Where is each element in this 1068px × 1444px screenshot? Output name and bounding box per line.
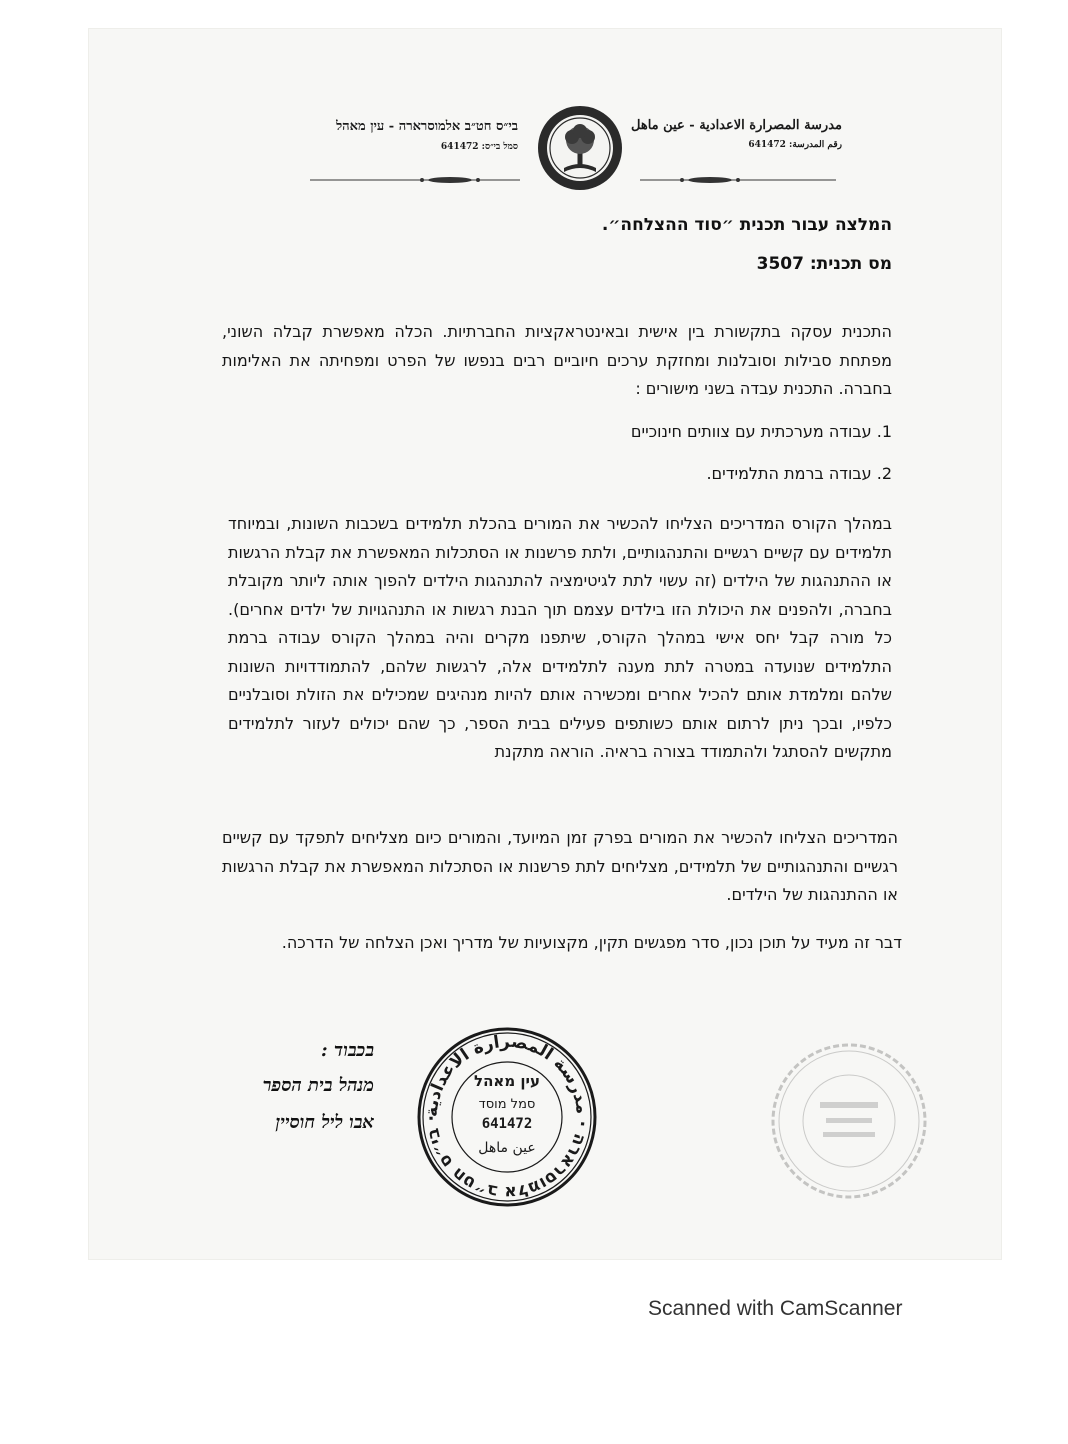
letterhead-divider-right — [640, 176, 836, 184]
stamp-line-4: عين ماهل — [478, 1140, 536, 1156]
document-title: המלצה עבור תכנית ״סוד ההצלחה״. — [601, 215, 892, 235]
faded-stamp-mark — [768, 1040, 930, 1202]
camscanner-watermark: Scanned with CamScanner — [648, 1297, 903, 1320]
list-item-2: 2. עבודה ברמת התלמידים. — [706, 464, 892, 483]
letterhead-arabic-code: رقم المدرسة: 641472 — [748, 140, 842, 150]
stamp-line-2: סמל מוסד — [478, 1097, 536, 1112]
program-number: מס תכנית: 3507 — [756, 254, 892, 274]
list-item-1: 1. עבודה מערכתית עם צוותים חינוכיים — [630, 422, 892, 441]
paragraph-intro: התכנית עסקה בתקשורת בין אישית ובאינטראקציות החברתיות. הכלה מאפשרת קבלה השוני, מפתחת סבילות וסובלנות ומחזקת ערכים חיוביים רבים בנפשו של הפרט ומפחיתה את האלימות בחברה. התכנית עבדה בשני מישורים : — [222, 322, 892, 398]
school-tree-emblem-icon — [536, 104, 624, 192]
letterhead-arabic — [631, 118, 842, 150]
signoff-role: מנהל בית הספר — [262, 1075, 374, 1096]
stamp-line-3: 641472 — [481, 1116, 533, 1132]
paragraph-conclusion: דבר זה מעיד על תוכן נכון, סדר מפגשים תקין, מקצועיות של מדריך ואכן הצלחה של הדרכה. — [281, 933, 902, 952]
paragraph-results: המדריכים הצליחו להכשיר את המורים בפרק זמן המיועד, והמורים כיום מצליחים לתפקד עם קשיים רגשיים והתנהגותיים של תלמידים, מצליחים לתת פרשנות או הסתכלות המאפשרת את קבלת הרגשות או ההתנהגות של הילדים. — [222, 828, 898, 904]
stamp-line-1: עין מאהל — [474, 1072, 540, 1090]
letterhead-divider-left — [310, 176, 520, 184]
school-stamp — [414, 1024, 600, 1210]
letterhead-hebrew-name: בי״ס חט״ב אלמוסרארה - עין מאהל — [336, 119, 518, 134]
letterhead-hebrew-code: סמל בי״ס: 641472 — [440, 142, 518, 152]
letterhead-hebrew — [306, 118, 518, 152]
paragraph-course: במהלך הקורס המדריכים הצליחו להכשיר את המורים בהכלת תלמידים בשכבות השונות, ובמיוחד תלמידים עם קשיים רגשיים והתנהגותיים, ולתת פרשנות או הסתכלות המאפשרת את קבלת הרגשות או ההתנהגות של הילדים (זה עשוי לתת לגיטימציה להתנהגות הילדים להפוך אותה ליותר מקובלת בחברה, ולהפנים את היכולת הזו בילדים עצמם תוך הבנת רגשות או התנהגויות של ילדים אחרים). כל מורה קבל יחס אישי במהלך הקורס, שיתפנו מקרים והיה במהלך הקורס עבודה ברמת התלמידים שנועדה במטרה לתת מענה לתלמידים אלה, לרגשות שלהם, להתמודדויות השונות שלהם ומלמדת אותם להכיל אחרים ומכשירה אותם להיות מנהיגים שמכילים את הזולת וסובלניים כלפיו, ובכך ניתן לרתום אותם כשותפים פעילים בבית הספר, כך שהם יכולים לעזור לתלמידים מתקשים להסתגל ולהתמודד בצורה בראיה. הוראה מתקנת — [228, 514, 892, 761]
signoff-name: אבו ליל חוסיין — [275, 1112, 374, 1133]
letterhead-arabic-name: مدرسة المصرارة الاعدادية - عين ماهل — [631, 118, 842, 133]
signoff-regards: בכבוד : — [321, 1040, 374, 1061]
stamp-outer-text: בי״ס חט״ב אלמוסרארה · مدرسة المصرارة الاعدادية · — [421, 1031, 593, 1203]
